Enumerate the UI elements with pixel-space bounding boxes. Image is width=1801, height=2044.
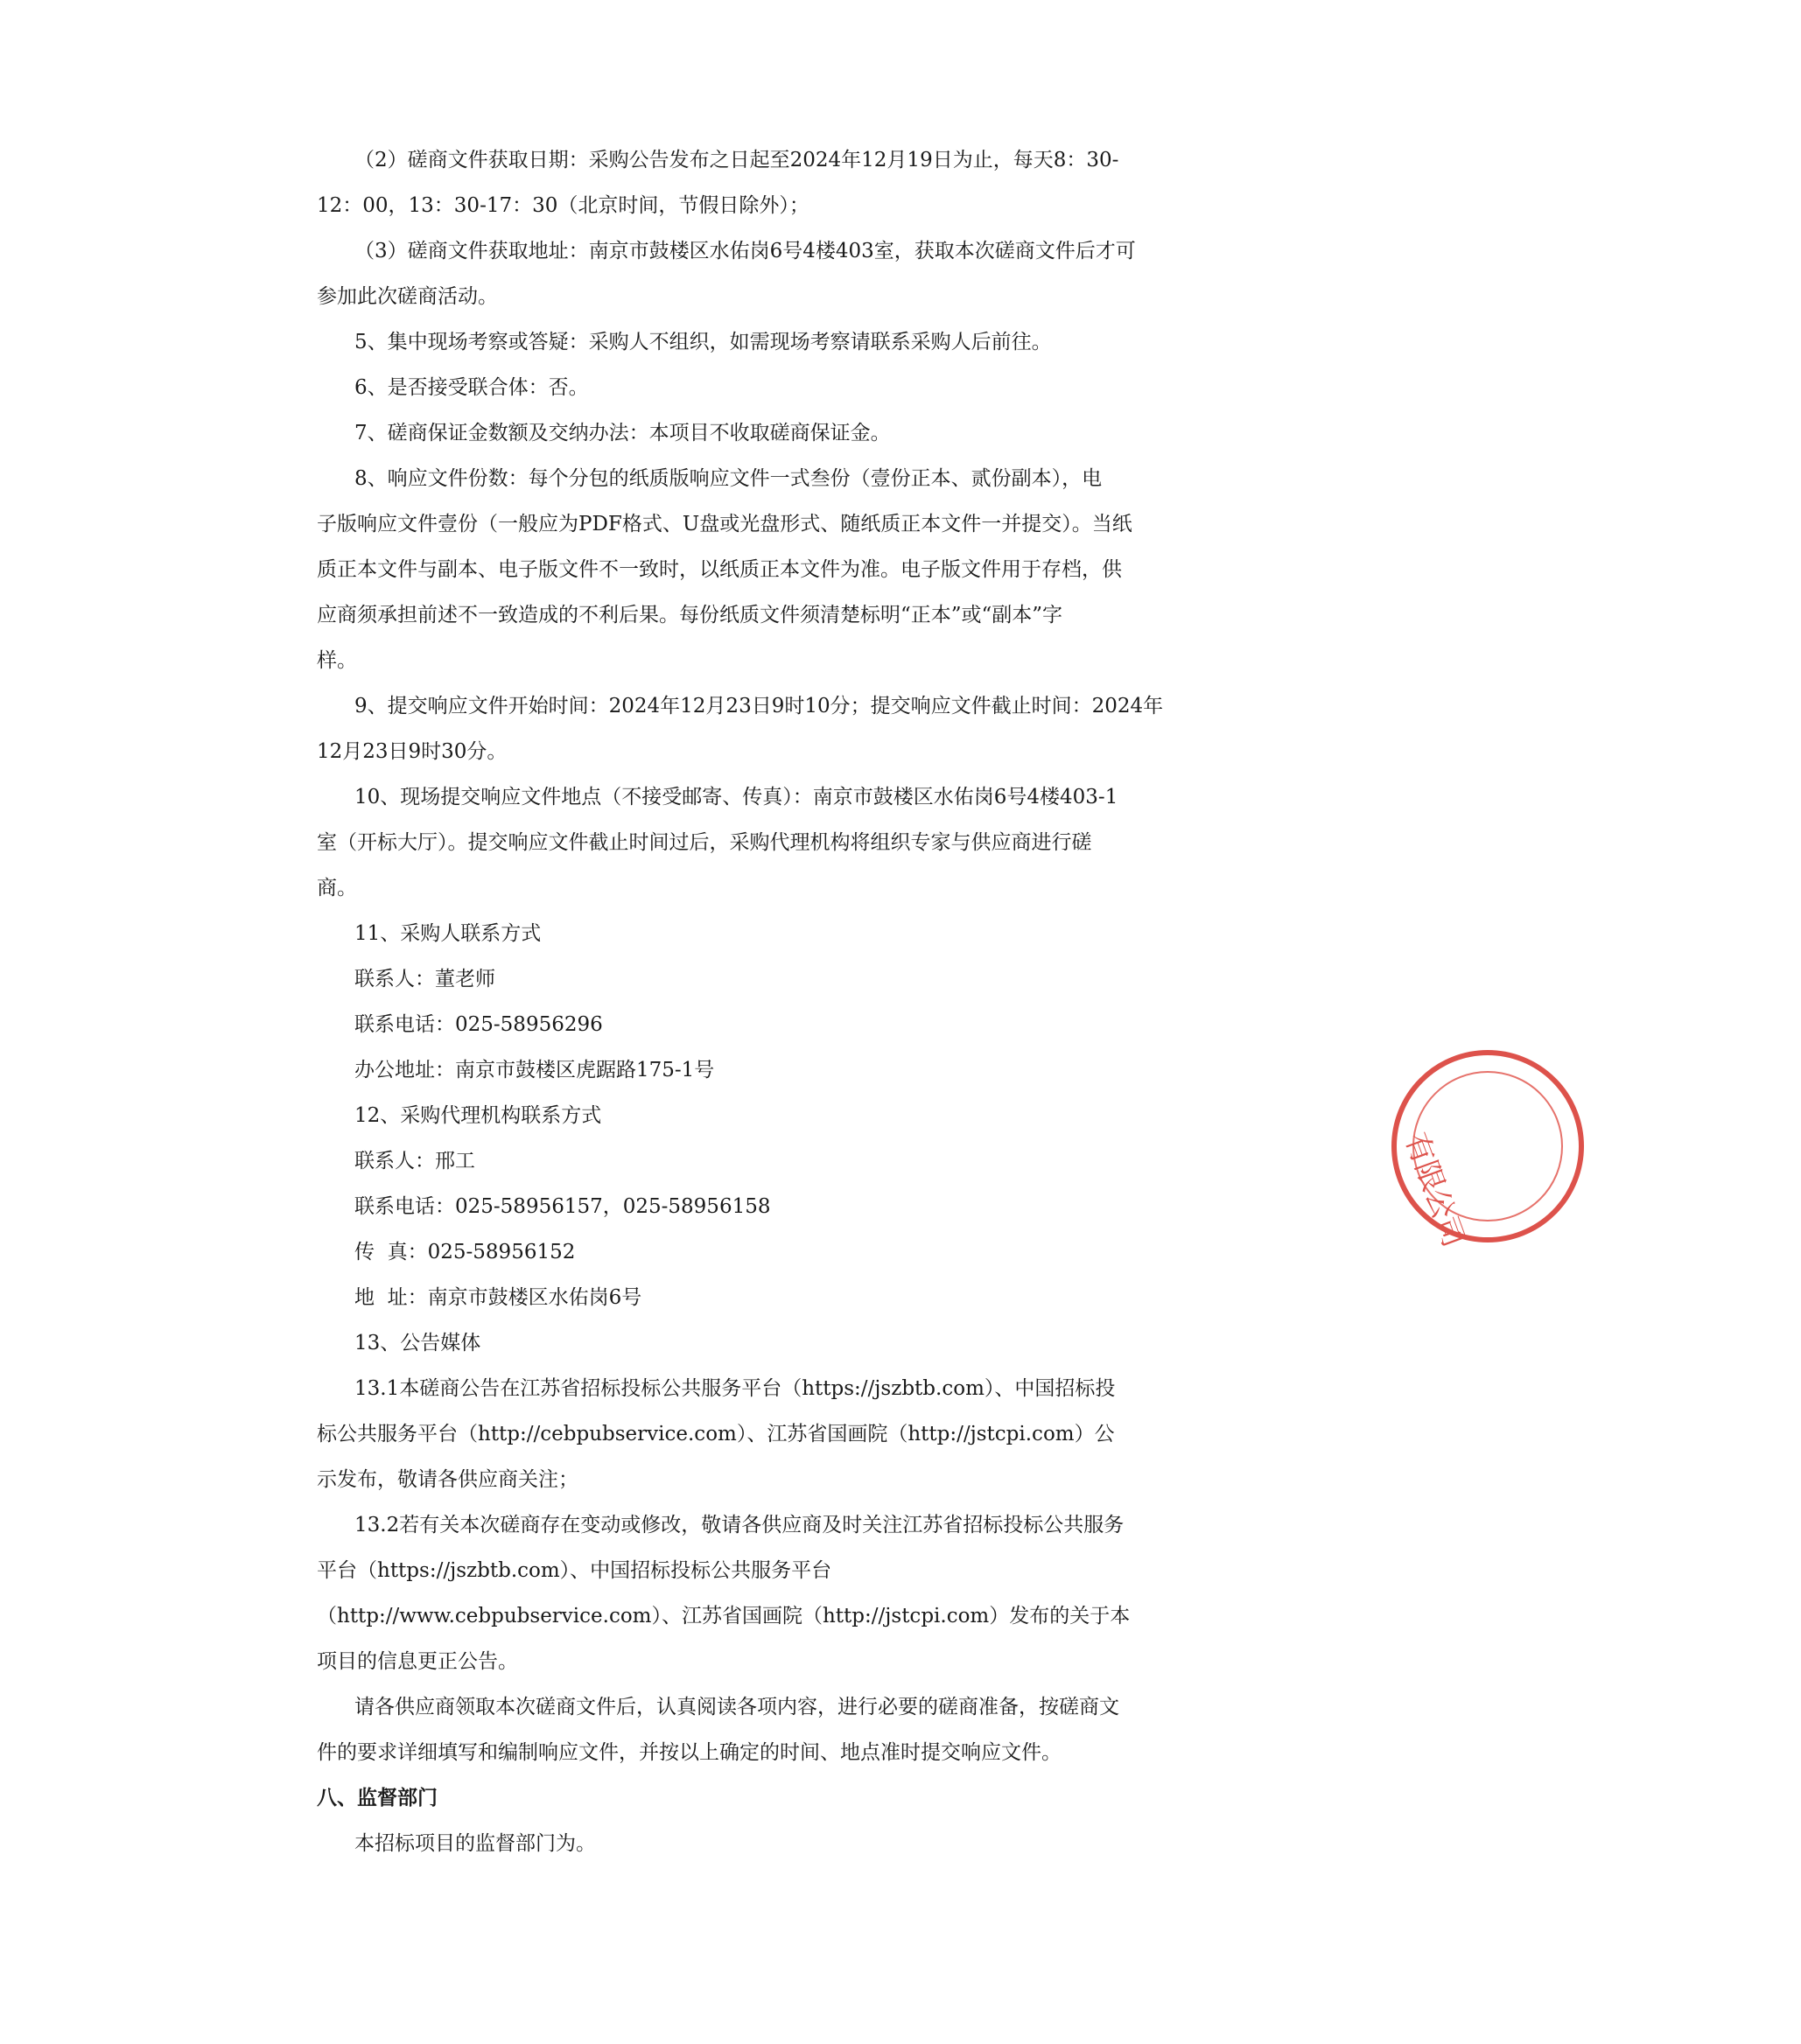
text-line-38: 本招标项目的监督部门为。 xyxy=(354,1832,596,1855)
text-line-08: 8、响应文件份数：每个分包的纸质版响应文件一式叁份（壹份正本、贰份副本），电 xyxy=(354,467,1103,490)
text-line-23: 联系人：邢工 xyxy=(354,1150,475,1172)
text-line-24: 联系电话：025-58956157，025-58956158 xyxy=(354,1195,771,1218)
text-line-19: 联系人：董老师 xyxy=(354,968,495,990)
text-line-28: 13.1本磋商公告在江苏省招标投标公共服务平台（https://jszbtb.com）、中国招标投 xyxy=(354,1377,1116,1400)
text-line-07: 7、磋商保证金数额及交纳办法：本项目不收取磋商保证金。 xyxy=(354,422,891,444)
text-line-21: 办公地址：南京市鼓楼区虎踞路175-1号 xyxy=(354,1059,715,1082)
text-line-09: 子版响应文件壹份（一般应为PDF格式、U盘或光盘形式、随纸质正本文件一并提交）。当纸 xyxy=(317,513,1132,536)
text-line-32: 平台（https://jszbtb.com）、中国招标投标公共服务平台 xyxy=(317,1559,832,1582)
text-line-16: 室（开标大厅）。提交响应文件截止时间过后，采购代理机构将组织专家与供应商进行磋 xyxy=(317,831,1092,854)
text-line-30: 示发布，敬请各供应商关注； xyxy=(317,1468,578,1491)
text-line-31: 13.2若有关本次磋商存在变动或修改，敬请各供应商及时关注江苏省招标投标公共服务 xyxy=(354,1514,1125,1536)
text-line-02: 12：00，13：30-17：30（北京时间，节假日除外）； xyxy=(317,194,809,217)
seal-text: 有限公司 xyxy=(1398,1128,1472,1252)
text-line-29: 标公共服务平台（http://cebpubservice.com）、江苏省国画院（http://jstcpi.com）公 xyxy=(317,1423,1115,1446)
text-line-05: 5、集中现场考察或答疑：采购人不组织，如需现场考察请联系采购人后前往。 xyxy=(354,331,1052,354)
text-line-13: 9、提交响应文件开始时间：2024年12月23日9时10分；提交响应文件截止时间：2024年 xyxy=(354,695,1164,718)
text-line-27: 13、公告媒体 xyxy=(354,1332,481,1354)
text-line-01: （2）磋商文件获取日期：采购公告发布之日起至2024年12月19日为止，每天8：30- xyxy=(354,149,1119,172)
text-line-04: 参加此次磋商活动。 xyxy=(317,285,498,308)
text-line-25: 传 真：025-58956152 xyxy=(354,1241,576,1264)
text-line-15: 10、现场提交响应文件地点（不接受邮寄、传真）：南京市鼓楼区水佑岗6号4楼403-1 xyxy=(354,786,1118,808)
text-line-20: 联系电话：025-58956296 xyxy=(354,1013,603,1036)
text-line-26: 地 址：南京市鼓楼区水佑岗6号 xyxy=(354,1286,642,1309)
text-line-06: 6、是否接受联合体：否。 xyxy=(354,376,589,399)
text-line-14: 12月23日9时30分。 xyxy=(317,740,508,763)
text-line-10: 质正本文件与副本、电子版文件不一致时，以纸质正本文件为准。电子版文件用于存档，供 xyxy=(317,558,1122,581)
text-line-36: 件的要求详细填写和编制响应文件，并按以上确定的时间、地点准时提交响应文件。 xyxy=(317,1741,1062,1764)
text-line-18: 11、采购人联系方式 xyxy=(354,922,542,945)
text-line-35: 请各供应商领取本次磋商文件后，认真阅读各项内容，进行必要的磋商准备，按磋商文 xyxy=(354,1696,1119,1718)
text-line-34: 项目的信息更正公告。 xyxy=(317,1650,518,1673)
text-line-33: （http://www.cebpubservice.com）、江苏省国画院（http://jstcpi.com）发布的关于本 xyxy=(317,1605,1131,1628)
text-line-12: 样。 xyxy=(317,649,357,672)
text-line-22: 12、采购代理机构联系方式 xyxy=(354,1104,602,1127)
text-line-17: 商。 xyxy=(317,877,357,900)
text-line-03: （3）磋商文件获取地址：南京市鼓楼区水佑岗6号4楼403室，获取本次磋商文件后才可 xyxy=(354,240,1136,262)
text-line-11: 应商须承担前述不一致造成的不利后果。每份纸质文件须清楚标明“正本”或“副本”字 xyxy=(317,604,1063,626)
red-seal-stamp xyxy=(1391,1050,1584,1252)
section-heading-supervision: 八、监督部门 xyxy=(317,1786,438,1810)
